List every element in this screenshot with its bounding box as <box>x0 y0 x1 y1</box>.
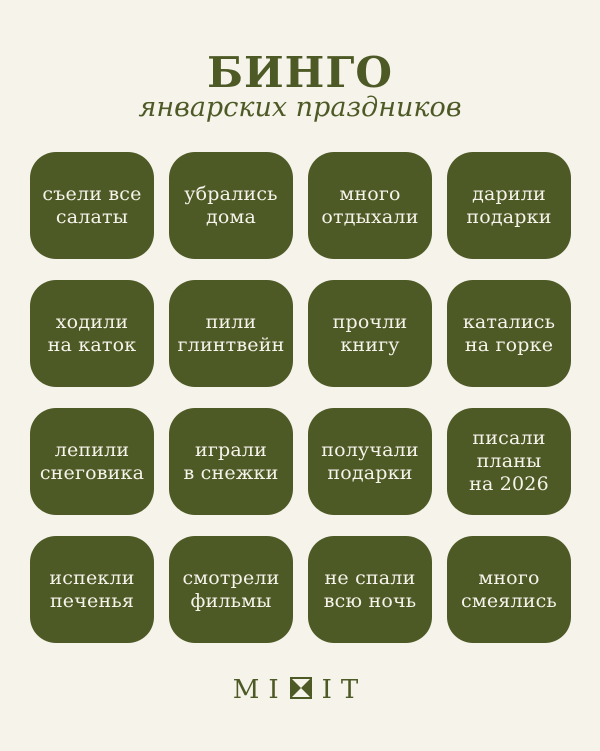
page-subtitle: январских праздников <box>138 92 462 123</box>
bingo-card <box>169 536 293 643</box>
bingo-card <box>169 408 293 515</box>
bingo-card-label: прочли книгу <box>332 310 408 356</box>
bingo-card-label: катались на горке <box>462 310 556 356</box>
bingo-card <box>308 280 432 387</box>
bingo-card-label: съели все салаты <box>42 182 142 228</box>
bingo-card <box>447 280 571 387</box>
bingo-card-label: играли в снежки <box>183 438 279 484</box>
bingo-card-label: убрались дома <box>184 182 278 228</box>
bingo-card <box>169 152 293 259</box>
bingo-card-label: пили глинтвейн <box>177 310 285 356</box>
bingo-grid <box>30 152 572 643</box>
bingo-card <box>169 280 293 387</box>
page-title: БИНГО <box>207 48 393 97</box>
bingo-card-label: ходили на каток <box>47 310 137 356</box>
bingo-card-label: много смеялись <box>461 566 557 612</box>
bingo-card <box>30 152 154 259</box>
bingo-card-label: много отдыхали <box>321 182 419 228</box>
bingo-card-label: дарили подарки <box>466 182 552 228</box>
mixit-x-mark-icon <box>290 677 312 703</box>
bingo-card-label: получали подарки <box>321 438 419 484</box>
bingo-card <box>308 408 432 515</box>
bingo-card <box>447 536 571 643</box>
bingo-card <box>30 408 154 515</box>
bingo-card-label: лепили снеговика <box>39 438 145 484</box>
bingo-card <box>308 152 432 259</box>
bingo-card-label: не спали всю ночь <box>323 566 417 612</box>
bingo-card-label: испекли печенья <box>49 566 135 612</box>
bingo-card-label: писали планы на 2026 <box>469 427 549 495</box>
bingo-card-label: смотрели фильмы <box>182 566 280 612</box>
bingo-card <box>30 536 154 643</box>
bingo-card <box>308 536 432 643</box>
bingo-card <box>447 152 571 259</box>
logo-text-right: IT <box>321 675 368 705</box>
bingo-card <box>30 280 154 387</box>
bingo-card <box>447 408 571 515</box>
brand-logo <box>0 675 600 705</box>
logo-text-left: MI <box>232 675 288 705</box>
